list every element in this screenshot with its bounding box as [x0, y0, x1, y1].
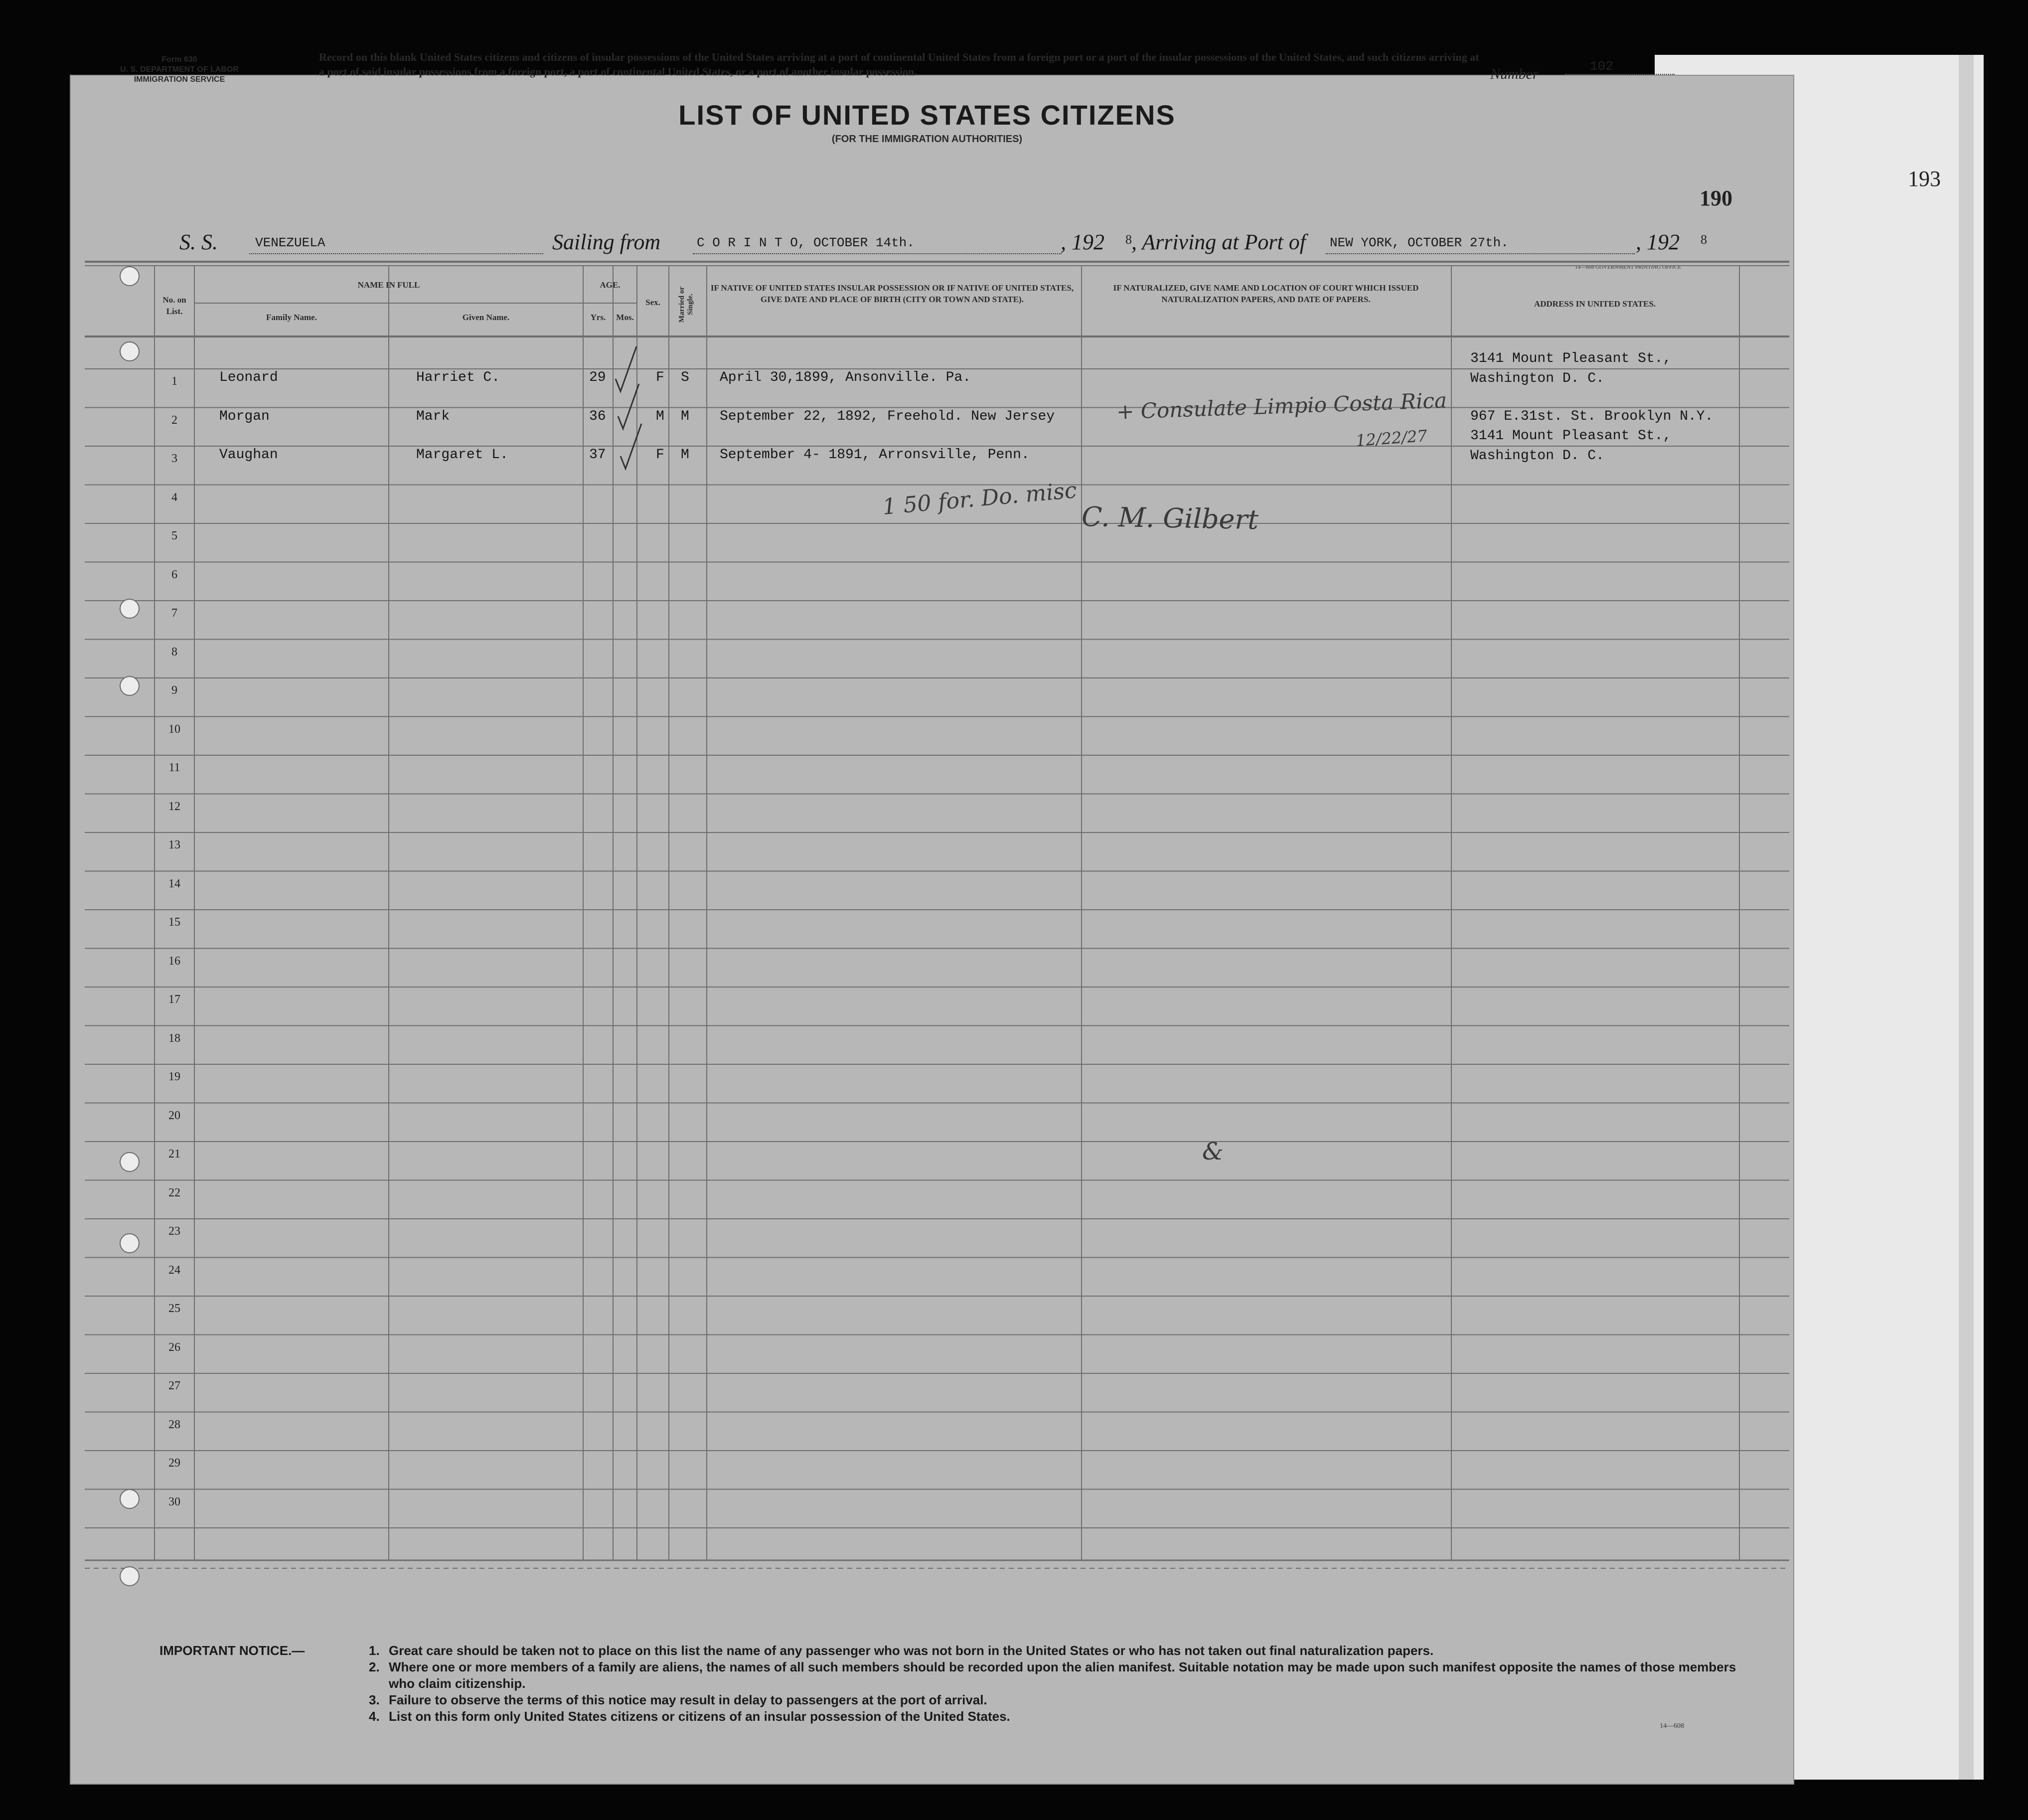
address-line-1-cell: 967 E.31st. St. Brooklyn N.Y. [1470, 408, 1714, 424]
binder-hole [120, 599, 140, 619]
age-years-cell: 37 [589, 447, 606, 463]
binder-hole [120, 676, 140, 696]
arriving-label: , Arriving at Port of [1131, 230, 1306, 254]
sex-cell: F [656, 370, 664, 385]
header-age-yrs: Yrs. [590, 313, 606, 322]
binder-hole [120, 266, 140, 286]
row-number: 2 [171, 413, 177, 427]
row-number: 20 [168, 1109, 180, 1122]
notice-text: Great care should be taken not to place on this list the name of any passenger who was not born in the United States or who has not taken out final naturalization papers. [389, 1643, 1434, 1658]
notice-text: Failure to observe the terms of this notice may result in delay to passengers at the port of arrival. [389, 1692, 987, 1707]
row-number: 1 [171, 375, 177, 388]
family-name-cell: Leonard [219, 370, 278, 385]
header-no-on-list: No. on List. [162, 295, 186, 316]
ship-name: VENEZUELA [255, 235, 325, 250]
binder-hole [120, 1566, 140, 1586]
number-label: Number [1490, 66, 1539, 82]
binder-hole [120, 1152, 140, 1172]
row-number: 9 [171, 684, 177, 697]
row-number: 13 [168, 838, 180, 851]
header-married-or-single: Married or Single. [678, 286, 694, 323]
row-number: 22 [168, 1186, 180, 1199]
form-number: Form 630 [161, 55, 197, 64]
family-name-cell: Vaughan [219, 447, 278, 463]
row-number: 4 [171, 491, 177, 504]
given-name-cell: Mark [416, 408, 450, 424]
header-name-in-full: NAME IN FULL [357, 280, 420, 290]
age-years-cell: 29 [589, 370, 606, 385]
notice-number: 2. [369, 1659, 380, 1674]
age-years-cell: 36 [589, 408, 606, 424]
given-name-cell: Margaret L. [416, 447, 508, 463]
record-instructions: Record on this blank United States citizens and citizens of insular possessions of the United States arriving at a port of continental United States from a foreign port or a port of the insular possessions of the United States, and such citizens arriving at a port of said insular possessions from a foreign port, a port of continental United States, or a port of another insular possession. [319, 51, 1479, 78]
sailing-year-prefix: , 192 [1061, 230, 1104, 254]
address-line-1-cell: 3141 Mount Pleasant St., [1470, 428, 1672, 444]
header-address: ADDRESS IN UNITED STATES. [1534, 299, 1656, 309]
row-number: 25 [168, 1302, 180, 1315]
header-naturalized: IF NATURALIZED, GIVE NAME AND LOCATION OF COURT WHICH ISSUED NATURALIZATION PAPERS, AND DATE OF PAPERS. [1113, 283, 1419, 304]
row-number: 18 [168, 1031, 180, 1045]
row-number: 11 [168, 761, 180, 774]
row-number: 19 [168, 1070, 180, 1083]
family-name-cell: Morgan [219, 408, 270, 424]
handwritten-fee-note: 1 50 for. Do. misc [881, 478, 1078, 520]
birth-date-place-cell: April 30,1899, Ansonville. Pa. [720, 370, 971, 385]
handwritten-mark: & [1202, 1138, 1224, 1165]
important-notice [159, 1643, 1754, 1725]
address-line-2-cell: Washington D. C. [1470, 371, 1604, 386]
row-number: 23 [168, 1225, 180, 1238]
header-family-name: Family Name. [266, 313, 317, 322]
arriving-at: NEW YORK, OCTOBER 27th. [1330, 235, 1509, 250]
notice-number: 1. [369, 1643, 380, 1658]
notice-item-3 [159, 1692, 1754, 1708]
sailing-label: Sailing from [552, 230, 661, 254]
printer-code-top: 14—608 GOVERNMENT PRINTING OFFICE [1575, 264, 1681, 270]
row-number: 27 [168, 1379, 180, 1392]
row-number: 7 [171, 607, 177, 620]
row-number: 15 [168, 916, 180, 929]
given-name-cell: Harriet C. [416, 370, 500, 385]
row-number: 28 [168, 1418, 180, 1431]
binder-hole [120, 341, 140, 361]
notice-text: List on this form only United States citizens or citizens of an insular possession of the United States. [389, 1709, 1010, 1724]
row-number: 17 [168, 993, 180, 1006]
printer-code: 14—608 [1660, 1722, 1684, 1730]
handwritten-signature: C. M. Gilbert [1081, 500, 1259, 536]
service-name: IMMIGRATION SERVICE [134, 75, 225, 84]
header-age: AGE. [600, 280, 621, 290]
marital-status-cell: M [681, 408, 689, 424]
row-number: 30 [168, 1495, 180, 1508]
sheet-number: 190 [1700, 186, 1732, 210]
row-number: 12 [168, 800, 180, 813]
notice-item-1 [159, 1643, 1754, 1659]
row-number: 21 [168, 1148, 180, 1160]
marital-status-cell: M [681, 447, 689, 463]
sex-cell: M [656, 408, 664, 424]
row-number: 8 [171, 645, 177, 659]
header-given-name: Given Name. [462, 313, 510, 322]
arriving-year-prefix: , 192 [1636, 230, 1680, 254]
ship-label: S. S. [179, 230, 218, 254]
handwritten-consulate-note: + Consulate Limpio Costa Rica [1116, 388, 1447, 424]
row-number: 10 [168, 722, 180, 736]
row-number: 5 [171, 529, 177, 542]
number-value: 102 [1565, 59, 1675, 75]
row-number: 24 [168, 1263, 180, 1277]
header-age-mos: Mos. [616, 313, 634, 322]
row-number: 26 [168, 1340, 180, 1354]
address-line-2-cell: Washington D. C. [1470, 448, 1604, 464]
birth-date-place-cell: September 22, 1892, Freehold. New Jersey [720, 408, 1055, 424]
page-title: LIST OF UNITED STATES CITIZENS [678, 99, 1176, 131]
notice-text: Where one or more members of a family are aliens, the names of all such members should be recorded upon the alien manifest. Suitable notation may be made upon such manifest opposite the names of those members who claim citizenship. [389, 1659, 1736, 1691]
arriving-year-digit: 8 [1701, 232, 1707, 247]
row-number: 14 [168, 877, 180, 890]
underlying-page-number: 193 [1908, 166, 1941, 191]
sailing-year-digit: 8 [1125, 232, 1132, 247]
binder-hole [120, 1233, 140, 1253]
handwritten-consulate-date: 12/22/27 [1355, 426, 1428, 450]
sex-cell: F [656, 447, 664, 463]
row-number: 29 [168, 1457, 180, 1470]
row-number: 3 [171, 452, 177, 465]
notice-heading: IMPORTANT NOTICE.— [159, 1643, 305, 1658]
notice-number: 3. [369, 1692, 380, 1707]
page-subtitle: (FOR THE IMMIGRATION AUTHORITIES) [831, 134, 1023, 145]
sailing-from: C O R I N T O, OCTOBER 14th. [697, 235, 915, 250]
row-number: 16 [168, 954, 180, 968]
marital-status-cell: S [681, 370, 689, 385]
notice-item-4 [159, 1708, 1754, 1725]
header-sex: Sex. [645, 298, 660, 307]
notice-number: 4. [369, 1709, 380, 1724]
department-name: U. S. DEPARTMENT OF LABOR [120, 65, 239, 74]
row-number: 6 [171, 568, 177, 581]
birth-date-place-cell: September 4- 1891, Arronsville, Penn. [720, 447, 1030, 463]
header-native-birth: IF NATIVE OF UNITED STATES INSULAR POSSESSION OR IF NATIVE OF UNITED STATES, GIVE DATE AND PLACE OF BIRTH (CITY OR TOWN AND STATE). [710, 283, 1074, 304]
binder-hole [120, 1489, 140, 1509]
notice-item-2 [159, 1659, 1754, 1692]
address-line-1-cell: 3141 Mount Pleasant St., [1470, 351, 1672, 366]
